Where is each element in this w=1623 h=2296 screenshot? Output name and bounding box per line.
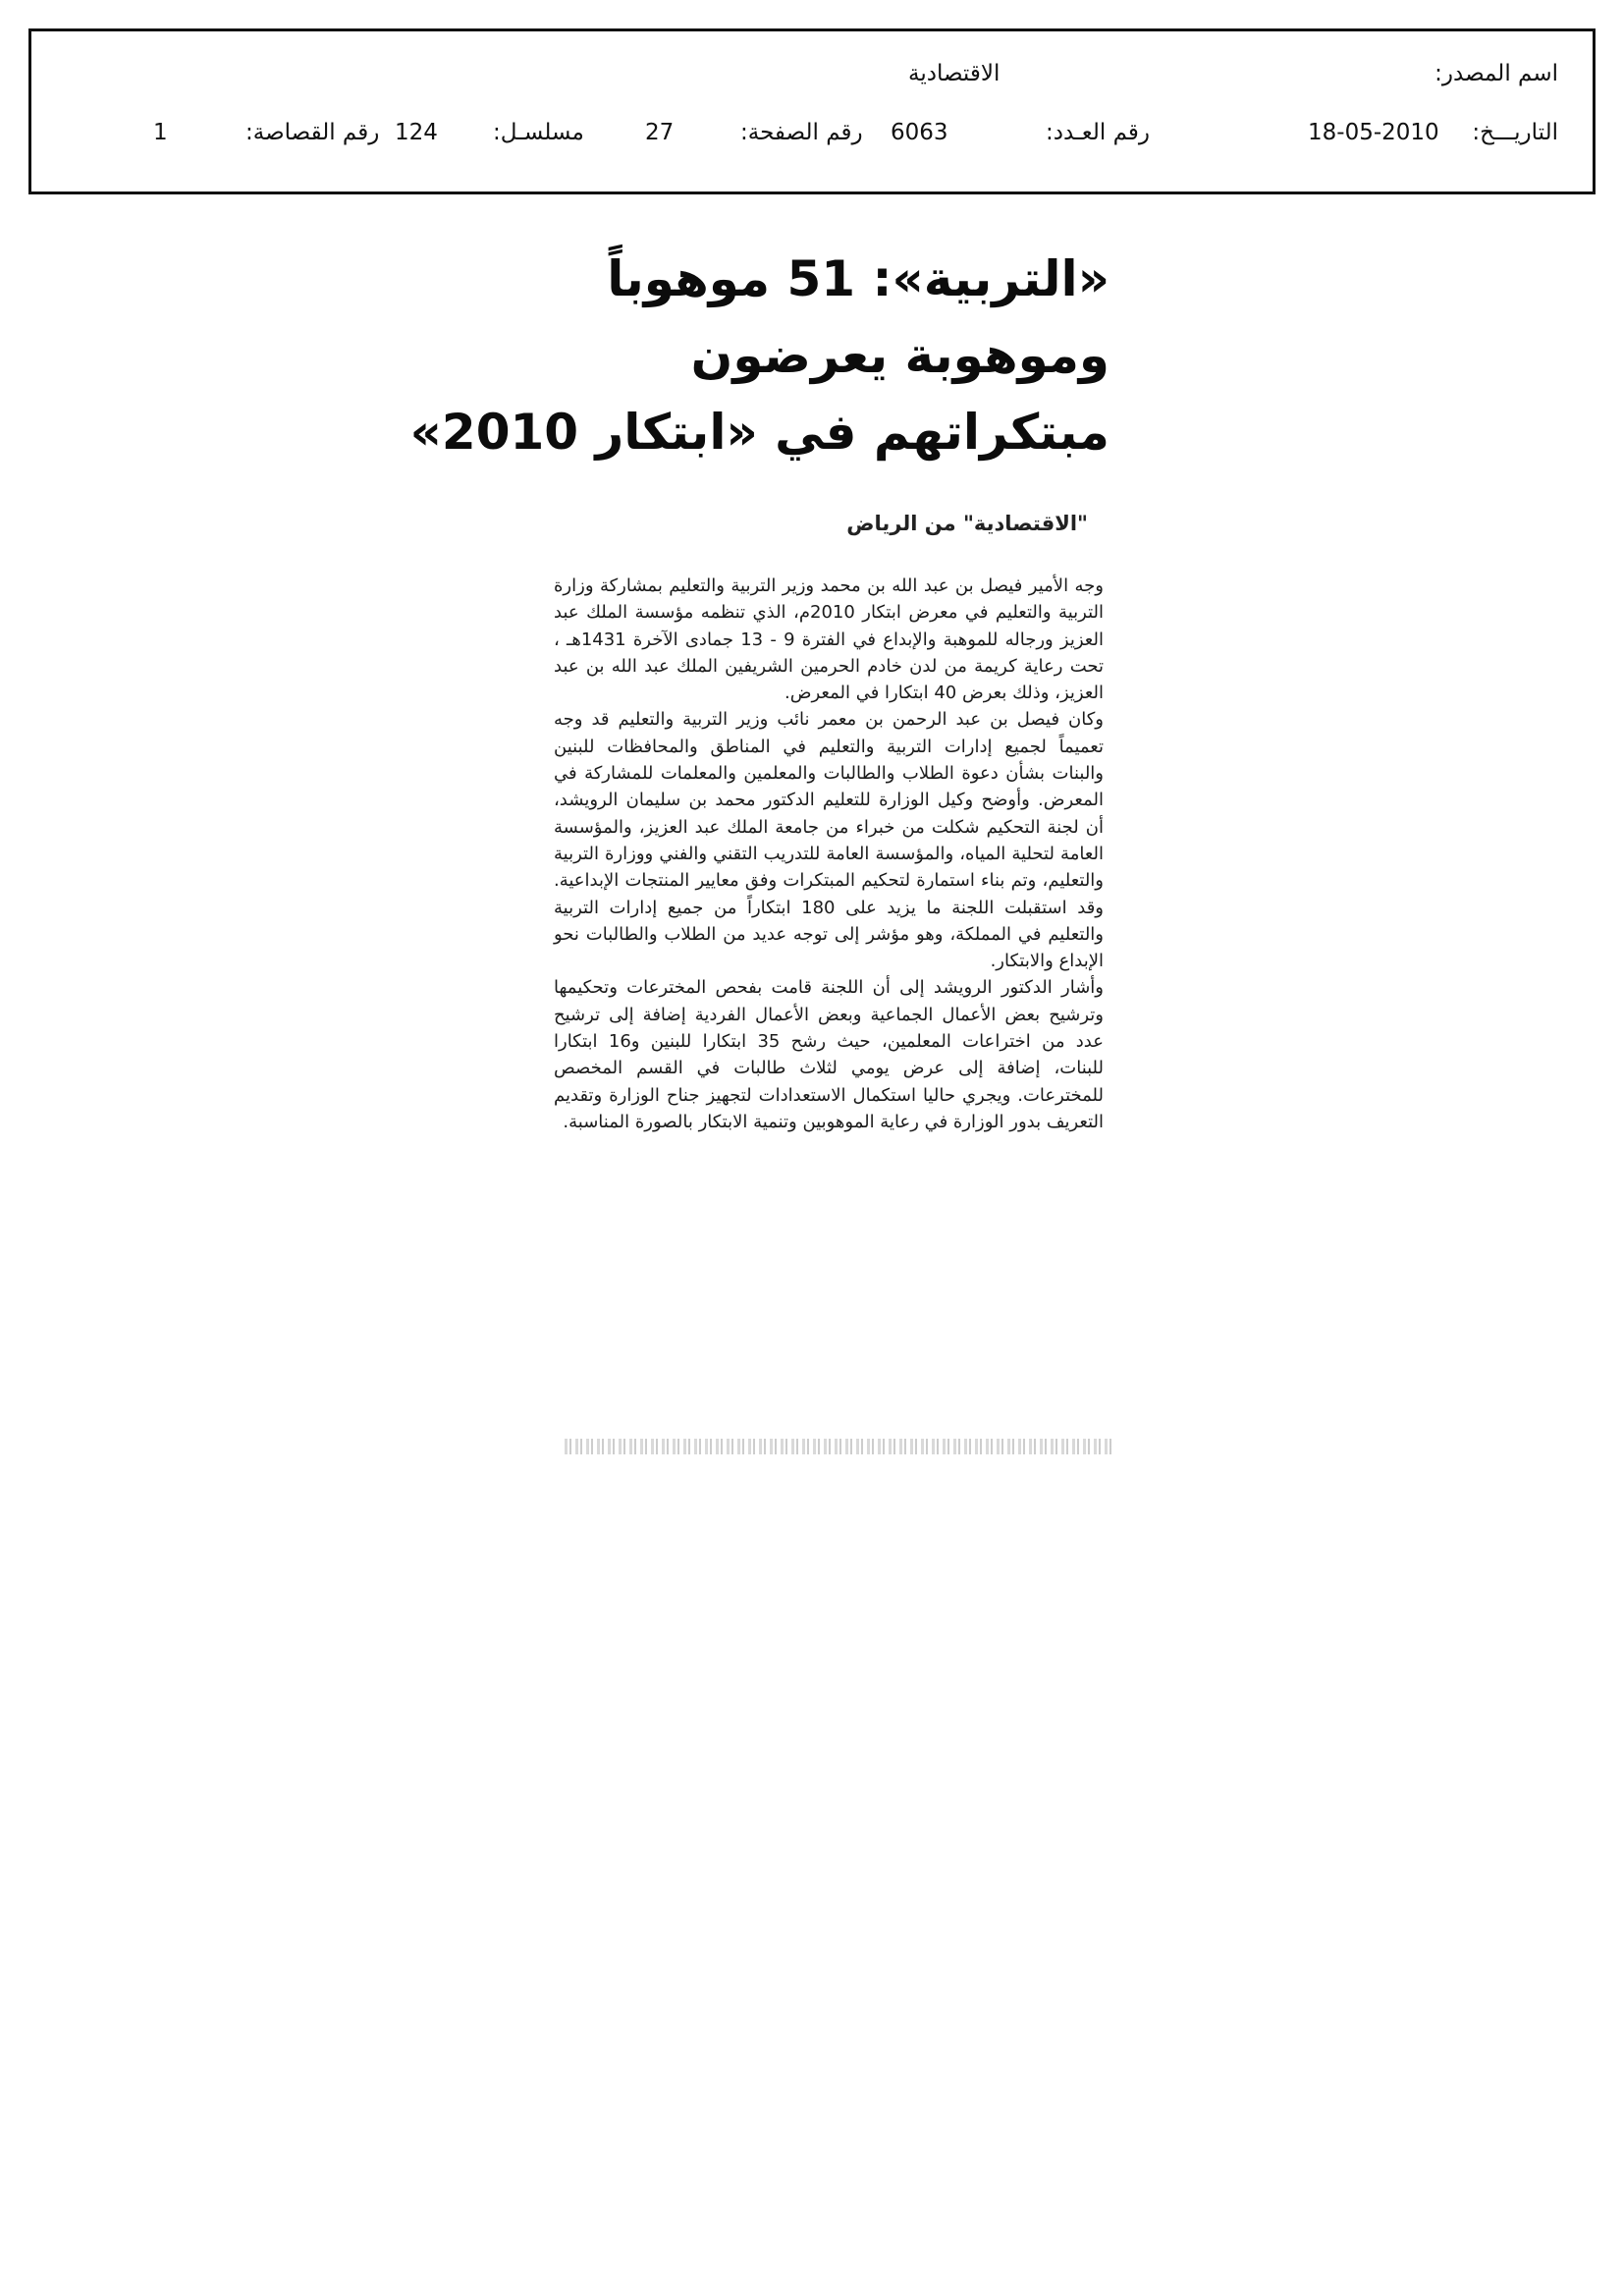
article-paragraph-2: وكان فيصل بن عبد الرحمن بن معمر نائب وزير التربية والتعليم قد وجه تعميماً لجميع إدارات التربية والتعليم في المناطق والمحافظات للبنين والبنات بشأن دعوة الطلاب والطالبات والمعلمين والمعلمات للمشاركة في المعرض. وأوضح وكيل الوزارة للتعليم الدكتور محمد بن سليمان الرويشد، أن لجنة التحكيم شكلت من خبراء من جامعة الملك عبد العزيز، والمؤسسة العامة لتحلية المياه، والمؤسسة العامة للتدريب التقني والفني ووزارة التربية والتعليم، وتم بناء استمارة لتحكيم المبتكرات وفق معايير المنتجات الإبداعية. وقد استقبلت اللجنة ما يزيد على 180 ابتكاراً من جميع إدارات التربية والتعليم في المملكة، وهو مؤشر إلى توجه عديد من الطلاب والطالبات نحو الإبداع والابتكار.: [554, 709, 1105, 972]
source-label: اسم المصدر:: [1434, 61, 1558, 86]
issue-label: رقم العـدد:: [1046, 120, 1151, 145]
page-label: رقم الصفحة:: [740, 120, 863, 145]
date-value: 18-05-2010: [1308, 120, 1439, 145]
clip-value: 1: [153, 120, 168, 145]
news-article: [409, 241, 1109, 1135]
scan-artifact-strip: [565, 1439, 1114, 1454]
headline-line-3: مبتكراتهم في «ابتكار 2010»: [409, 404, 1109, 461]
article-body: [554, 573, 1109, 1135]
article-paragraph-3: وأشار الدكتور الرويشد إلى أن اللجنة قامت بفحص المخترعات وتحكيمها وترشيح بعض الأعمال الجماعية وبعض الأعمال الفردية إضافة إلى ترشيح عدد من اختراعات المعلمين، حيث رشح 35 ابتكارا للبنين و16 ابتكارا للبنات، إضافة إلى عرض يومي لثلاث طالبات في القسم المخصص للمخترعات. ويجري حاليا استكمال الاستعدادات لتجهيز جناح الوزارة وتقديم التعريف بدور الوزارة في رعاية الموهوبين وتنمية الابتكار بالصورة المناسبة.: [554, 977, 1104, 1132]
serial-value: 124: [395, 120, 438, 145]
headline-line-1: «التربية»: 51 موهوباً: [607, 250, 1109, 307]
headline-line-2: وموهوبة يعرضون: [690, 327, 1109, 384]
clipping-header: [28, 28, 1596, 194]
date-label: التاريـــخ:: [1472, 120, 1558, 145]
serial-label: مسلسـل:: [493, 120, 584, 145]
article-headline: [409, 241, 1109, 470]
article-paragraph-1: وجه الأمير فيصل بن عبد الله بن محمد وزير التربية والتعليم بمشاركة وزارة التربية والتعليم في معرض ابتكار 2010م، الذي تنظمه مؤسسة الملك عبد العزيز ورجاله للموهبة والإبداع في الفترة 9 - 13 جمادى الآخرة 1431هـ ، تحت رعاية كريمة من لدن خادم الحرمين الشريفين الملك عبد الله بن عبد العزيز، وذلك بعرض 40 ابتكارا في المعرض.: [554, 575, 1104, 704]
source-value: الاقتصادية: [908, 61, 1001, 86]
clip-label: رقم القصاصة:: [245, 120, 380, 145]
article-byline: "الاقتصادية" من الرياض: [846, 512, 1088, 535]
page-value: 27: [645, 120, 675, 145]
issue-value: 6063: [891, 120, 948, 145]
